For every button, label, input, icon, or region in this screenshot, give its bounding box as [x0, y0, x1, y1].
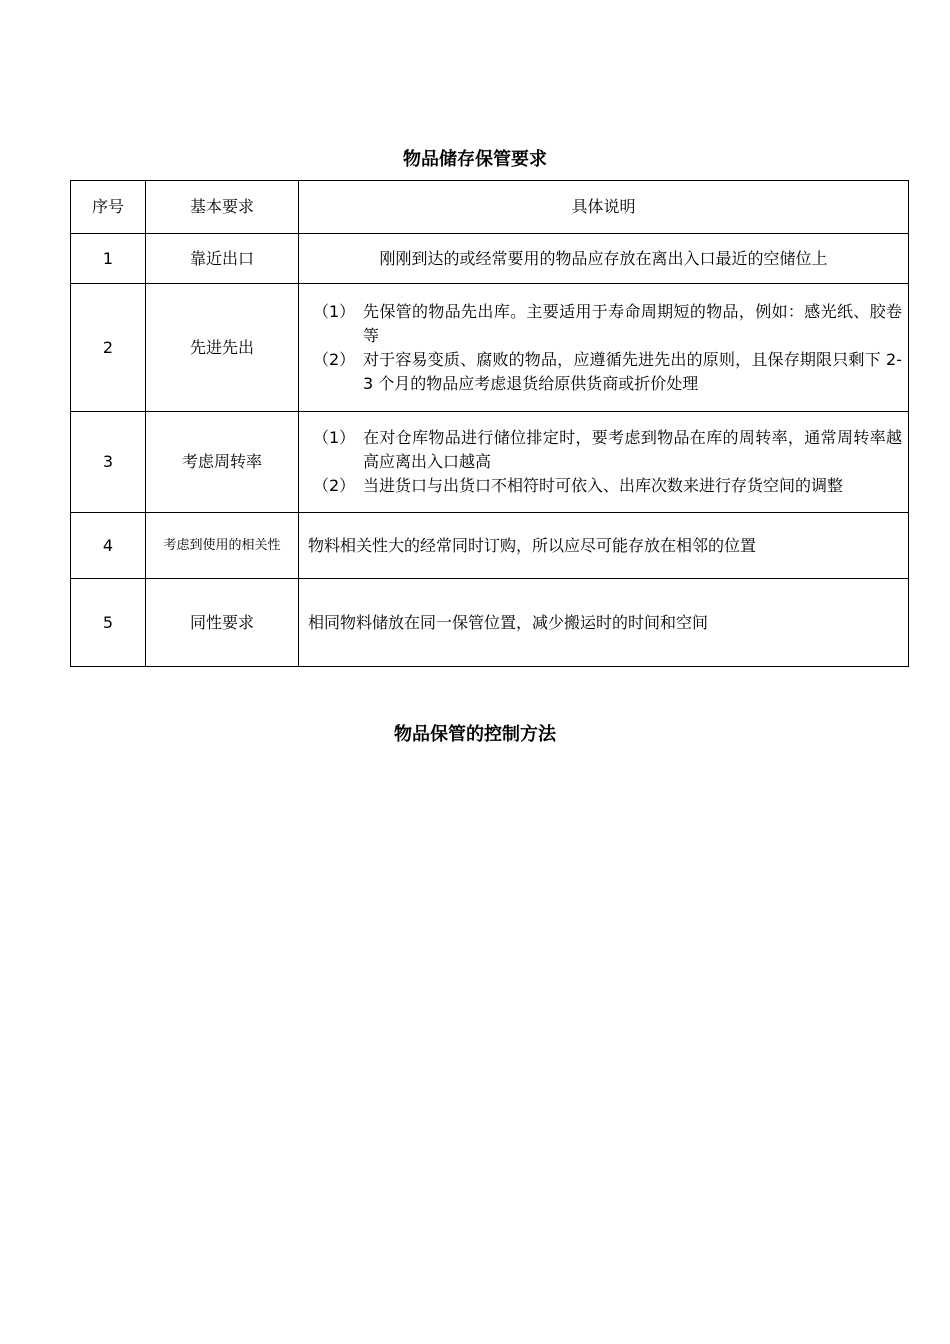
list-item-text: 当进货口与出货口不相符时可依入、出库次数来进行存货空间的调整 [363, 476, 844, 495]
row-detail: 相同物料储放在同一保管位置，减少搬运时的时间和空间 [299, 579, 909, 667]
list-item-number: （1） [313, 301, 356, 321]
row-index: 5 [71, 579, 146, 667]
table-row [71, 513, 909, 579]
table-header-row [71, 181, 909, 234]
row-requirement: 同性要求 [146, 579, 299, 667]
table-row [71, 412, 909, 513]
row-index: 3 [71, 412, 146, 513]
row-index: 1 [71, 234, 146, 284]
table-row [71, 234, 909, 284]
row-detail [299, 412, 909, 513]
row-requirement: 靠近出口 [146, 234, 299, 284]
row-requirement: 考虑周转率 [146, 412, 299, 513]
row-index: 2 [71, 284, 146, 412]
table-row [71, 579, 909, 667]
list-item [313, 348, 902, 396]
list-item-number: （2） [313, 476, 356, 495]
list-item [313, 300, 902, 348]
document-title: 物品储存保管要求 [403, 149, 547, 170]
row-requirement: 先进先出 [146, 284, 299, 412]
header-requirement: 基本要求 [146, 181, 299, 234]
header-index: 序号 [71, 181, 146, 234]
list-item [313, 426, 902, 474]
row-detail: 物料相关性大的经常同时订购，所以应尽可能存放在相邻的位置 [299, 513, 909, 579]
storage-requirements-table [70, 180, 909, 667]
row-detail: 刚刚到达的或经常要用的物品应存放在离出入口最近的空储位上 [299, 234, 909, 284]
list-item-text: 对于容易变质、腐败的物品，应遵循先进先出的原则，且保存期限只剩下 2-3 个月的物品应考虑退货给原供货商或折价处理 [363, 349, 902, 393]
list-item-number: （2） [313, 349, 356, 369]
section-title: 物品保管的控制方法 [394, 724, 556, 745]
header-detail: 具体说明 [299, 181, 909, 234]
row-detail [299, 284, 909, 412]
list-item [313, 474, 902, 498]
list-item-text: 先保管的物品先出库。主要适用于寿命周期短的物品，例如：感光纸、胶卷等 [363, 301, 902, 345]
detail-list [299, 426, 908, 498]
table-row [71, 284, 909, 412]
row-requirement: 考虑到使用的相关性 [146, 513, 299, 579]
row-index: 4 [71, 513, 146, 579]
list-item-text: 在对仓库物品进行储位排定时，要考虑到物品在库的周转率，通常周转率越高应离出入口越高 [363, 428, 902, 471]
detail-list [299, 300, 908, 396]
list-item-number: （1） [313, 428, 356, 447]
